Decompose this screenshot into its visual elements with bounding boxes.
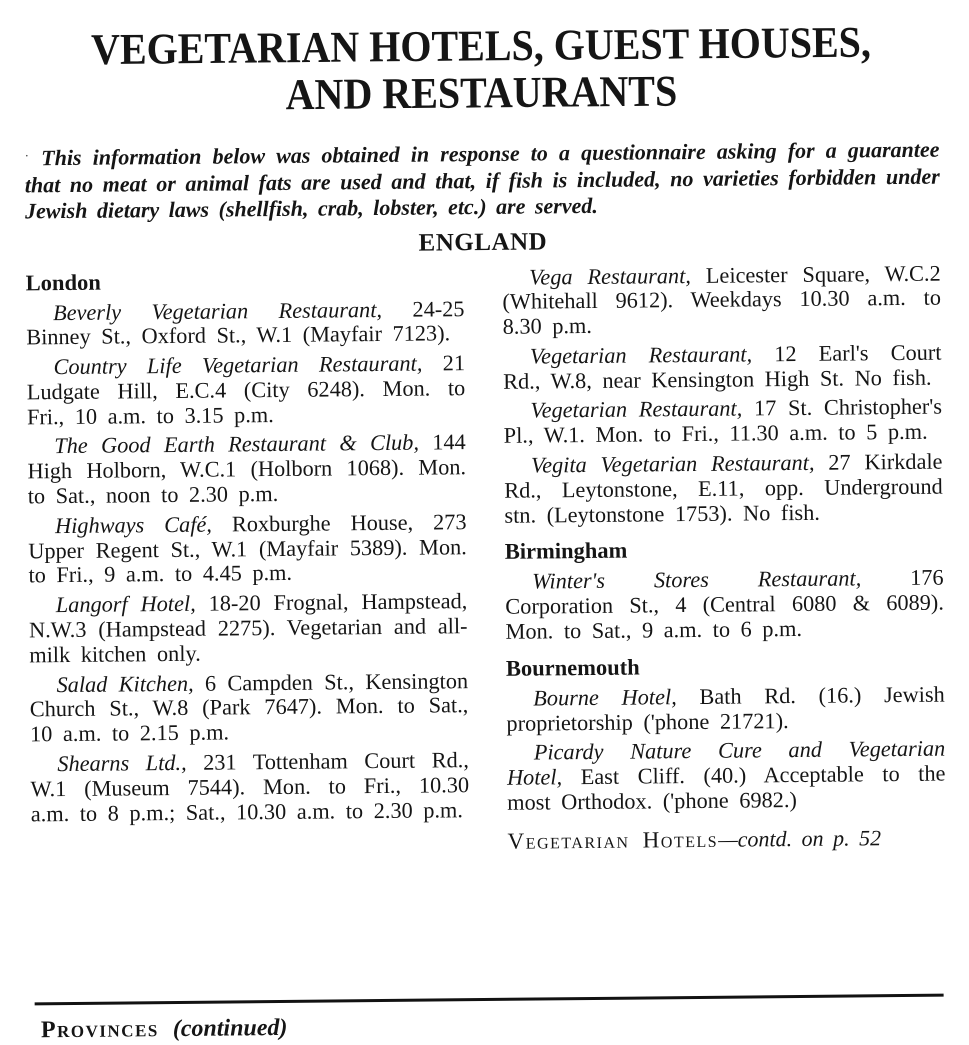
directory-entry: Beverly Vegetarian Restaurant, 24-25 Binney St., Oxford St., W.1 (Mayfair 7123). bbox=[26, 295, 465, 350]
next-section-heading bbox=[41, 1015, 288, 1044]
page-title bbox=[23, 18, 939, 121]
city-heading: London bbox=[25, 269, 101, 295]
entry-name: Vegetarian Restaurant, bbox=[529, 341, 753, 369]
entry-name: Highways Café, bbox=[54, 511, 213, 538]
entry-name: Bourne Hotel, bbox=[533, 684, 677, 711]
directory-entry: Highways Café, Roxburghe House, 273 Upper Regent St., W.1 (Mayfair 5389). Mon. to Fri., 9 a.m. to 4.45 p.m. bbox=[28, 509, 467, 588]
continuation-note-label: Vegetarian Hotels bbox=[507, 826, 719, 854]
entry-name: Picardy Nature Cure and Vegetarian Hotel, bbox=[506, 736, 946, 791]
directory-entry: Vega Restaurant, Leicester Square, W.C.2 (Whitehall 9612). Weekdays 10.30 a.m. to 8.30 p.m. bbox=[502, 260, 942, 339]
entry-name: Salad Kitchen, bbox=[56, 670, 194, 697]
bottom-divider-rule bbox=[35, 994, 944, 1006]
entry-name: Shearns Ltd., bbox=[57, 749, 187, 777]
continuation-note-page-ref: —contd. on p. 52 bbox=[717, 825, 882, 852]
entry-name: Vegita Vegetarian Restaurant, bbox=[530, 449, 815, 478]
intro-paragraph bbox=[24, 136, 940, 225]
entry-name: Langorf Hotel, bbox=[55, 591, 196, 618]
scan-dot-mark: · bbox=[24, 149, 30, 165]
intro-text: This information below was obtained in response to a questionnaire asking for a guarantee that no meat or animal fats are used and that, if fish is included, no varieties forbidden under Jewish dietary laws (shellfish, crab, lobster, etc.) are served. bbox=[24, 136, 940, 224]
continuation-note bbox=[507, 824, 946, 854]
directory-entry: The Good Earth Restaurant & Club, 144 High Holborn, W.C.1 (Holborn 1068). Mon. to Sat., noon to 2.30 p.m. bbox=[27, 429, 467, 509]
entry-name: The Good Earth Restaurant & Club, bbox=[54, 430, 420, 459]
directory-entry: Langorf Hotel, 18-20 Frognal, Hampstead, N.W.3 (Hampstead 2275). Vegetarian and all-milk kitchen only. bbox=[28, 588, 468, 668]
directory-entry: Salad Kitchen, 6 Campden St., Kensington Church St., W.8 (Park 7647). Mon. to Sat., 10 a.m. to 2.15 p.m. bbox=[29, 667, 469, 747]
city-heading: Birmingham bbox=[504, 538, 628, 565]
directory-entry: Picardy Nature Cure and Vegetarian Hotel, East Cliff. (40.) Acceptable to the most Orthodox. ('phone 6982.) bbox=[506, 736, 946, 815]
region-heading: ENGLAND bbox=[418, 227, 548, 257]
left-column bbox=[26, 266, 470, 860]
directory-entry: Vegetarian Restaurant, 17 St. Christopher's Pl., W.1. Mon. to Fri., 11.30 a.m. to 5 p.m. bbox=[503, 394, 943, 449]
right-column bbox=[502, 261, 946, 855]
entry-name: Winter's Stores Restaurant, bbox=[532, 565, 862, 595]
next-section-label: Provinces bbox=[40, 1016, 159, 1044]
page-title-line2: AND RESTAURANTS bbox=[285, 65, 678, 120]
city-heading: Bournemouth bbox=[505, 654, 640, 681]
directory-entry: Shearns Ltd., 231 Tottenham Court Rd., W.1 (Museum 7544). Mon. to Fri., 10.30 a.m. to 8 p.m.; Sat., 10.30 a.m. to 2.30 p.m. bbox=[30, 747, 470, 827]
next-section-continued: (continued) bbox=[172, 1014, 288, 1043]
directory-entry: Vegetarian Restaurant, 12 Earl's Court Rd., W.8, near Kensington High St. No fish. bbox=[503, 339, 942, 394]
entry-name: Vega Restaurant, bbox=[529, 262, 692, 290]
directory-entry: Vegita Vegetarian Restaurant, 27 Kirkdale Rd., Leytonstone, E.11, opp. Underground stn. (Leytonstone 1753). No fish. bbox=[504, 448, 943, 528]
directory-entry: Winter's Stores Restaurant, 176 Corporation St., 4 (Central 6080 & 6089). Mon. to Sat., 9 a.m. to 6 p.m. bbox=[505, 565, 944, 644]
page-title-line1: VEGETARIAN HOTELS, GUEST HOUSES, bbox=[90, 17, 872, 75]
two-column-listing bbox=[26, 261, 947, 859]
directory-entry: Bourne Hotel, Bath Rd. (16.) Jewish proprietorship ('phone 21721). bbox=[506, 681, 945, 736]
entry-name: Country Life Vegetarian Restaurant, bbox=[53, 350, 423, 380]
entry-name: Beverly Vegetarian Restaurant, bbox=[52, 296, 383, 325]
entry-name: Vegetarian Restaurant, bbox=[530, 396, 743, 424]
directory-entry: Country Life Vegetarian Restaurant, 21 Ludgate Hill, E.C.4 (City 6248). Mon. to Fri., 10 a.m. to 3.15 p.m. bbox=[26, 350, 466, 430]
